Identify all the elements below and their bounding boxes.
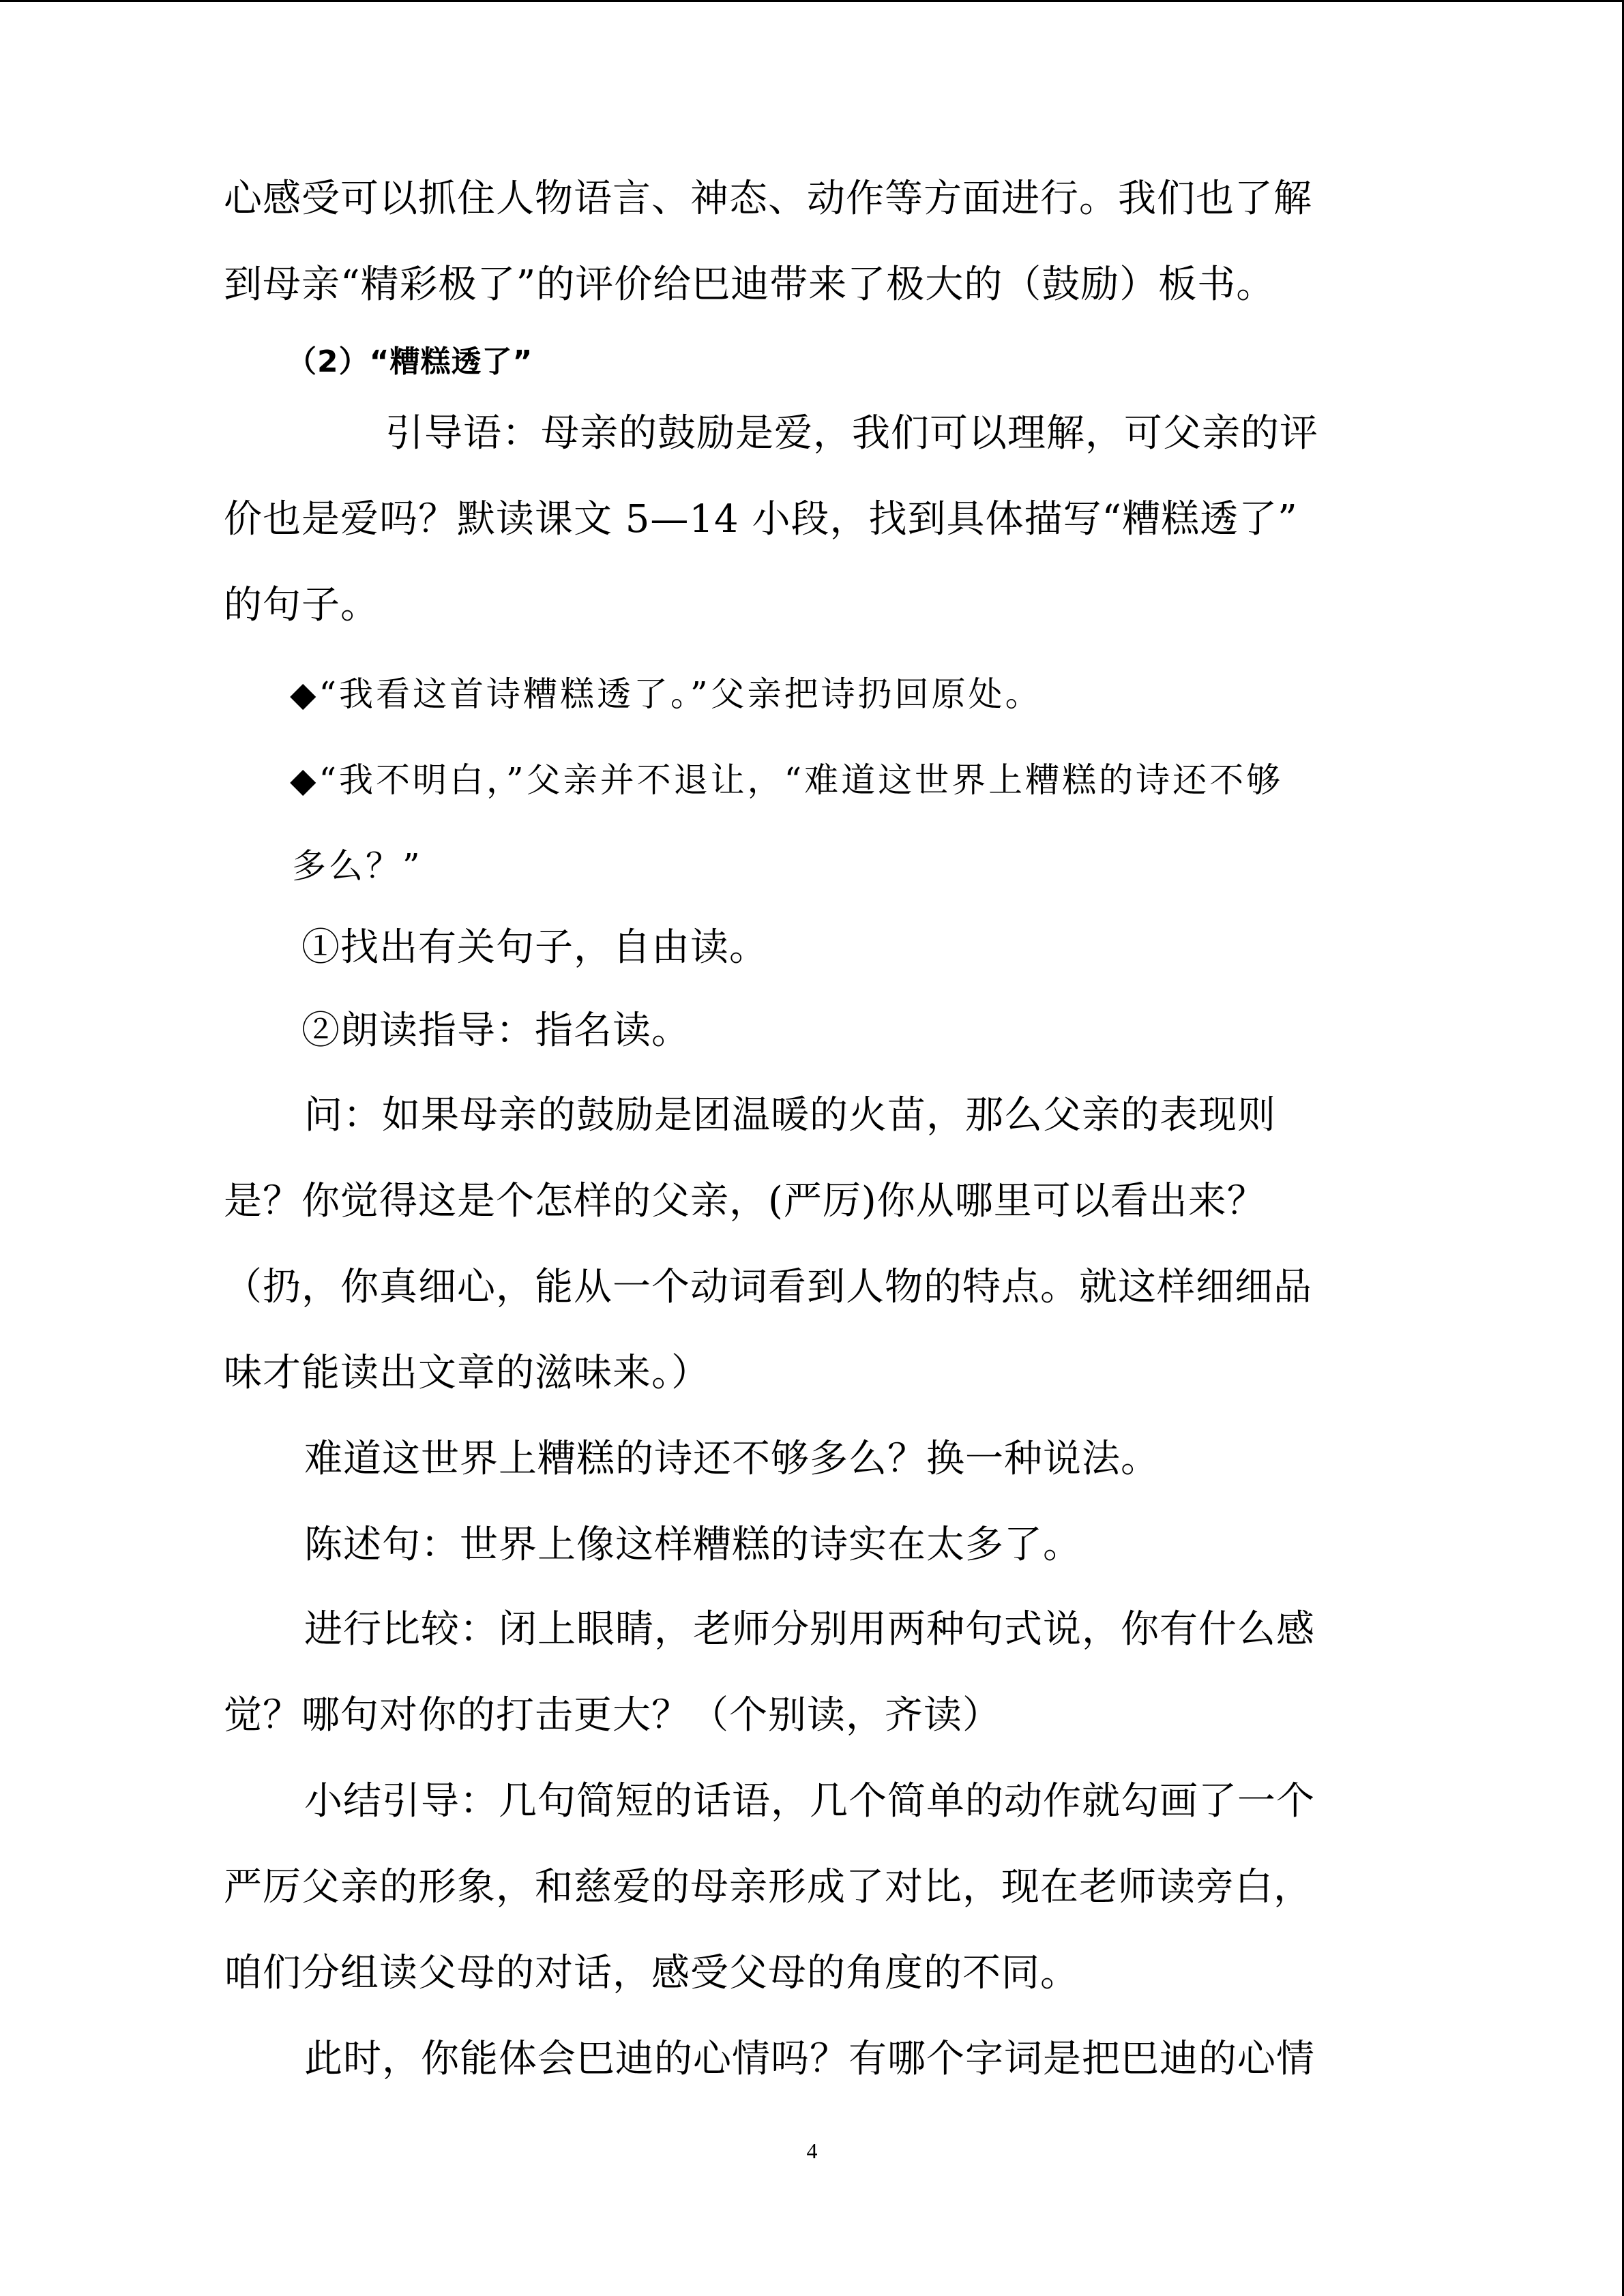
text-line: 陈述句：世界上像这样糟糕的诗实在太多了。 (304, 1523, 1082, 1567)
text-line: ②朗读指导：指名读。 (301, 1009, 690, 1053)
text-line: 觉？哪句对你的打击更大？（个别读，齐读） (224, 1693, 1001, 1738)
text-line: 进行比较：闭上眼睛，老师分别用两种句式说，你有什么感 (304, 1607, 1315, 1652)
page-number: 4 (806, 2138, 818, 2163)
text-line: 此时，你能体会巴迪的心情吗？有哪个字词是把巴迪的心情 (304, 2037, 1315, 2081)
text-line: 小结引导：几句简短的话语，几个简单的动作就勾画了一个 (304, 1779, 1315, 1823)
text-line: 价也是爱吗？默读课文 5—14 小段，找到具体描写“糟糕透了” (224, 497, 1298, 541)
text-line: 心感受可以抓住人物语言、神态、动作等方面进行。我们也了解 (224, 177, 1312, 221)
top-border-line (0, 0, 1624, 2)
text-line: 引导语：母亲的鼓励是爱，我们可以理解，可父亲的评 (385, 411, 1318, 456)
text-line: 严厉父亲的形象，和慈爱的母亲形成了对比，现在老师读旁白， (224, 1865, 1312, 1909)
text-line: （扔，你真细心，能从一个动词看到人物的特点。就这样细细品 (224, 1265, 1312, 1309)
text-line: 问：如果母亲的鼓励是团温暖的火苗，那么父亲的表现则 (304, 1093, 1276, 1137)
text-line: 难道这世界上糟糕的诗还不够多么？换一种说法。 (304, 1437, 1160, 1481)
quote-line: ◆“我不明白，”父亲并不退让，“难道这世界上糟糕的诗还不够 (290, 760, 1284, 800)
quote-line: ◆“我看这首诗糟糕透了。”父亲把诗扔回原处。 (290, 674, 1042, 714)
text-line: 到母亲“精彩极了”的评价给巴迪带来了极大的（鼓励）板书。 (224, 263, 1275, 307)
text-line: 咱们分组读父母的对话，感受父母的角度的不同。 (224, 1951, 1079, 1995)
section-heading: （2）“糟糕透了” (286, 344, 533, 379)
text-line: ①找出有关句子，自由读。 (301, 925, 768, 970)
text-line: 是？你觉得这是个怎样的父亲，(严厉)你从哪里可以看出来？ (224, 1179, 1266, 1223)
text-line: 的句子。 (224, 583, 379, 627)
quote-line: 多么？” (292, 846, 423, 886)
text-line: 味才能读出文章的滋味来。） (224, 1351, 710, 1395)
